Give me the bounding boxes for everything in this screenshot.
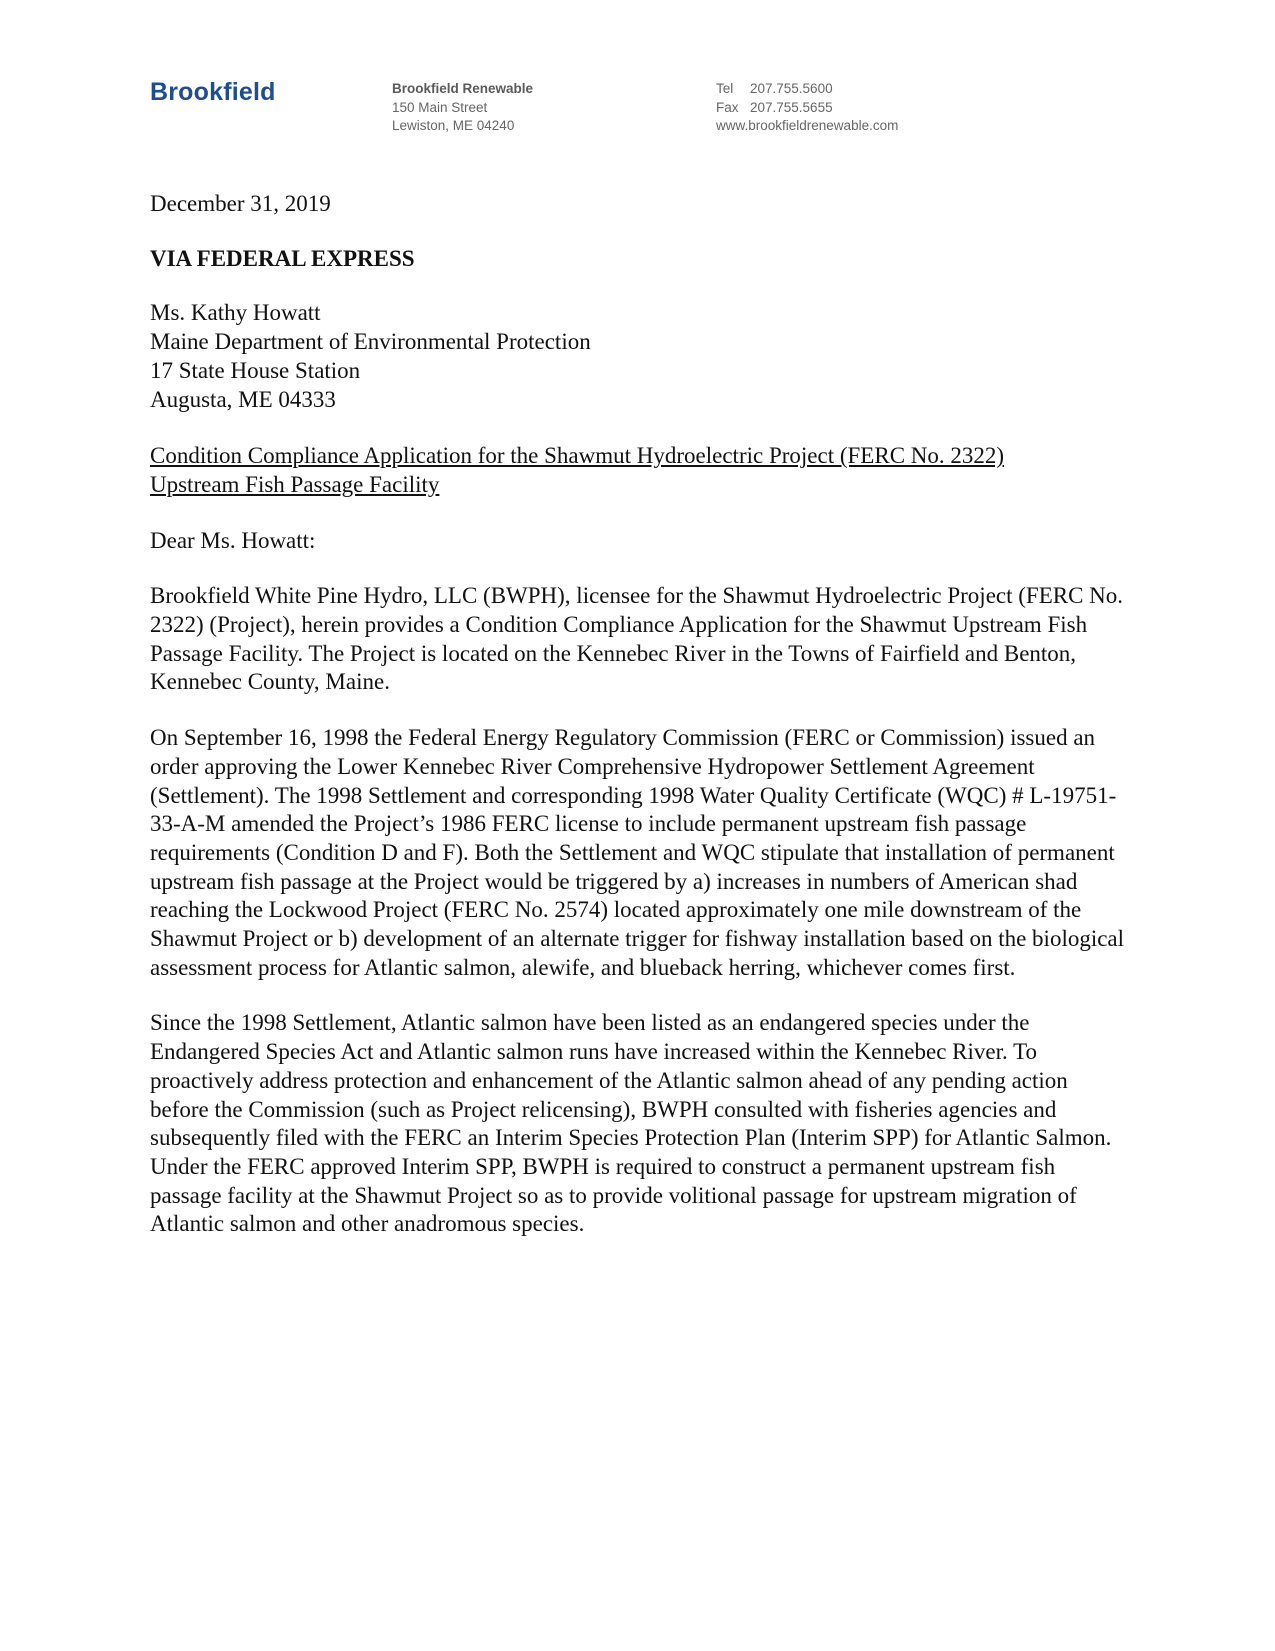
website: www.brookfieldrenewable.com	[716, 118, 899, 133]
letter-body	[150, 190, 1130, 1266]
tel-line	[716, 80, 898, 99]
letter-date: December 31, 2019	[150, 191, 331, 216]
paragraph: On September 16, 1998 the Federal Energy Regulatory Commission (FERC or Commission) issued an order approving the Lower Kennebec River Comprehensive Hydropower Settlement Agreement (Settlement). The 1998 Settlement and corresponding 1998 Water Quality Certificate (WQC) # L-19751-33-A-M amended the Project’s 1986 FERC license to include permanent upstream fish passage requirements (Condition D and F). Both the Settlement and WQC stipulate that installation of permanent upstream fish passage at the Project would be triggered by a) increases in numbers of American shad reaching the Lockwood Project (FERC No. 2574) located approximately one mile downstream of the Shawmut Project or b) development of an alternate trigger for fishway installation based on the biological assessment process for Atlantic salmon, alewife, and blueback herring, whichever comes first.	[150, 725, 1125, 980]
delivery-method: VIA FEDERAL EXPRESS	[150, 245, 415, 271]
recipient-name: Ms. Kathy Howatt	[150, 300, 321, 326]
fax-number: 207.755.5655	[750, 99, 833, 115]
tel-label: Tel	[716, 81, 734, 96]
salutation: Dear Ms. Howatt:	[150, 527, 316, 553]
recipient-street: 17 State House Station	[150, 357, 361, 383]
paragraph: Brookfield White Pine Hydro, LLC (BWPH), licensee for the Shawmut Hydroelectric Project (FERC No. 2322) (Project), herein provides a Condition Compliance Application for the Shawmut Upstream Fish Passage Facility. The Project is located on the Kennebec River in the Towns of Fairfield and Benton, Kennebec County, Maine.	[150, 583, 1124, 695]
subject-line	[150, 442, 1130, 499]
paragraph: Since the 1998 Settlement, Atlantic salmon have been listed as an endangered species under the Endangered Species Act and Atlantic salmon runs have increased within the Kennebec River. To proactively address protection and enhancement of the Atlantic salmon ahead of any pending action before the Commission (such as Project relicensing), BWPH consulted with fisheries agencies and subsequently filed with the FERC an Interim Species Protection Plan (Interim SPP) for Atlantic Salmon. Under the FERC approved Interim SPP, BWPH is required to construct a permanent upstream fish passage facility at the Shawmut Project so as to provide volitional passage for upstream migration of Atlantic salmon and other anadromous species.	[150, 1010, 1112, 1237]
fax-label: Fax	[716, 99, 739, 115]
fax-line	[716, 99, 898, 118]
subject-line-2: Upstream Fish Passage Facility	[150, 471, 440, 497]
company-street: 150 Main Street	[392, 99, 488, 115]
letterhead	[150, 78, 1150, 138]
recipient-city: Augusta, ME 04333	[150, 386, 336, 412]
recipient-address	[150, 299, 1130, 414]
brookfield-logo: Brookfield	[150, 78, 276, 106]
company-city: Lewiston, ME 04240	[392, 118, 515, 133]
recipient-organization: Maine Department of Environmental Protection	[150, 329, 591, 355]
tel-number: 207.755.5600	[750, 81, 833, 96]
subject-line-1: Condition Compliance Application for the Shawmut Hydroelectric Project (FERC No. 2322)	[150, 443, 1005, 469]
company-name: Brookfield Renewable	[392, 81, 534, 96]
company-contact	[716, 80, 898, 136]
company-address	[392, 80, 533, 136]
